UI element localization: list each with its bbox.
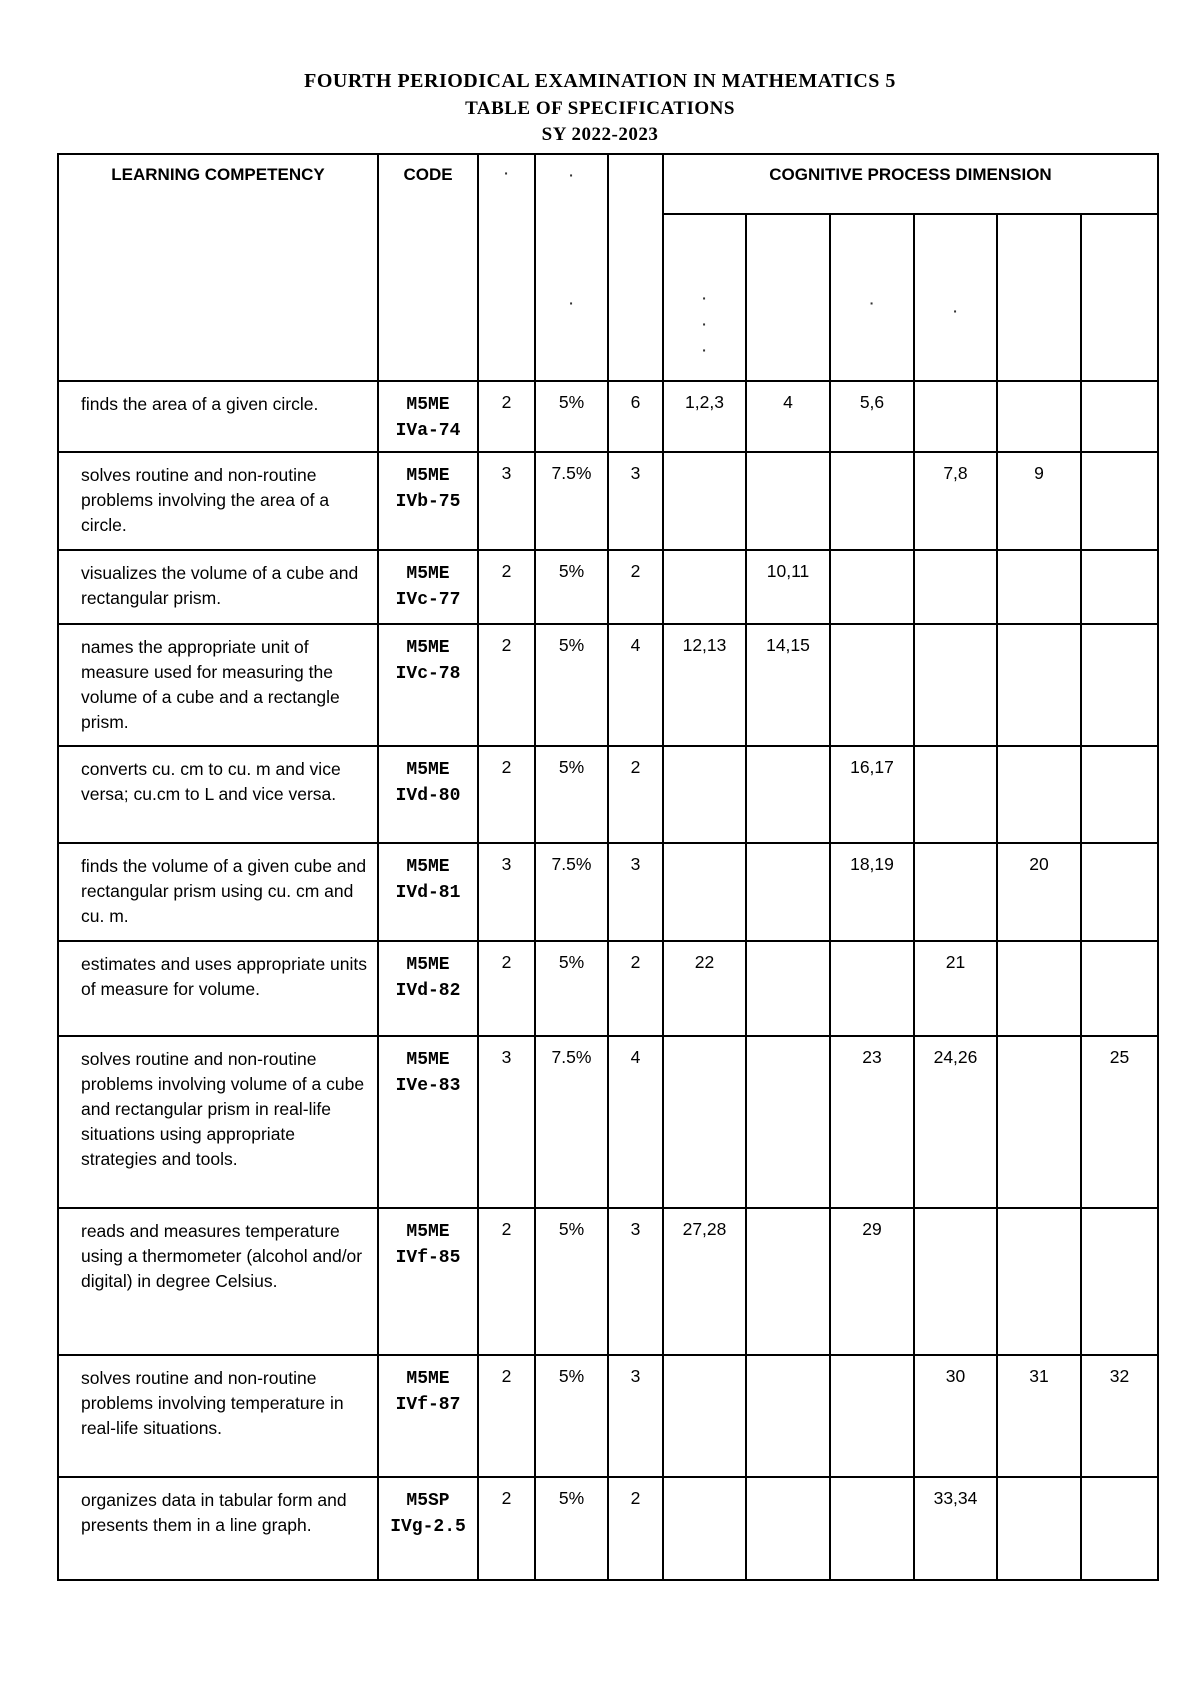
code-cell xyxy=(378,1355,478,1477)
table-row xyxy=(58,1355,1158,1477)
analyzing-cell xyxy=(914,624,997,746)
code-cell xyxy=(378,452,478,550)
evaluating-cell xyxy=(997,1477,1081,1580)
evaluating-cell xyxy=(997,746,1081,843)
header-cognitive-process-dimension: COGNITIVE PROCESS DIMENSION xyxy=(663,154,1158,214)
code-line-1: M5ME xyxy=(406,1222,450,1242)
code-cell xyxy=(378,941,478,1036)
remembering-cell xyxy=(663,1477,746,1580)
creating-cell xyxy=(1081,941,1158,1036)
header-code: CODE xyxy=(378,154,478,381)
code-cell xyxy=(378,1036,478,1208)
percentage-cell: 5% xyxy=(535,1477,608,1580)
code-line-1: M5ME xyxy=(406,638,450,658)
creating-cell xyxy=(1081,1208,1158,1355)
analyzing-cell xyxy=(914,550,997,624)
code-line-2: IVc-77 xyxy=(395,590,461,610)
creating-cell: 32 xyxy=(1081,1355,1158,1477)
applying-cell: 5,6 xyxy=(830,381,914,452)
applying-cell xyxy=(830,550,914,624)
table-row xyxy=(58,843,1158,941)
analyzing-cell: 7,8 xyxy=(914,452,997,550)
learning-competency-cell: finds the area of a given circle. xyxy=(58,381,378,452)
items-cell: 3 xyxy=(608,1208,663,1355)
code-line-2: IVd-81 xyxy=(395,883,461,903)
evaluating-cell: 31 xyxy=(997,1355,1081,1477)
table-row xyxy=(58,1477,1158,1580)
items-cell: 4 xyxy=(608,624,663,746)
percentage-cell: 7.5% xyxy=(535,452,608,550)
percentage-cell: 5% xyxy=(535,746,608,843)
code-line-1: M5ME xyxy=(406,1050,450,1070)
learning-competency-cell: names the appropriate unit of measure used for measuring the volume of a cube and a rectangle prism. xyxy=(58,624,378,746)
applying-cell xyxy=(830,1477,914,1580)
understanding-cell xyxy=(746,1355,830,1477)
header-applying: · xyxy=(830,214,914,381)
code-line-2: IVe-83 xyxy=(395,1076,461,1096)
applying-cell xyxy=(830,624,914,746)
days-cell: 2 xyxy=(478,746,535,843)
code-cell xyxy=(378,381,478,452)
items-cell: 6 xyxy=(608,381,663,452)
remembering-cell xyxy=(663,452,746,550)
code-line-2: IVd-82 xyxy=(395,981,461,1001)
creating-cell xyxy=(1081,550,1158,624)
specifications-table xyxy=(57,153,1159,1581)
learning-competency-cell: estimates and uses appropriate units of measure for volume. xyxy=(58,941,378,1036)
header-items xyxy=(608,154,663,381)
header-understanding xyxy=(746,214,830,381)
applying-cell xyxy=(830,941,914,1036)
understanding-cell xyxy=(746,746,830,843)
table-subtitle: TABLE OF SPECIFICATIONS xyxy=(465,98,735,119)
days-cell: 2 xyxy=(478,1208,535,1355)
remembering-cell: 1,2,3 xyxy=(663,381,746,452)
code-line-1: M5ME xyxy=(406,466,450,486)
remembering-cell xyxy=(663,843,746,941)
applying-cell: 16,17 xyxy=(830,746,914,843)
items-cell: 2 xyxy=(608,1477,663,1580)
table-row xyxy=(58,746,1158,843)
learning-competency-cell: solves routine and non-routine problems involving temperature in real-life situations. xyxy=(58,1355,378,1477)
understanding-cell: 10,11 xyxy=(746,550,830,624)
creating-cell xyxy=(1081,381,1158,452)
code-line-2: IVa-74 xyxy=(395,421,461,441)
remembering-cell xyxy=(663,1355,746,1477)
analyzing-cell: 33,34 xyxy=(914,1477,997,1580)
items-cell: 2 xyxy=(608,746,663,843)
creating-cell xyxy=(1081,1477,1158,1580)
analyzing-cell xyxy=(914,843,997,941)
header-creating xyxy=(1081,214,1158,381)
percentage-cell: 7.5% xyxy=(535,1036,608,1208)
days-cell: 2 xyxy=(478,381,535,452)
days-cell: 2 xyxy=(478,550,535,624)
creating-cell xyxy=(1081,624,1158,746)
percentage-cell: 5% xyxy=(535,550,608,624)
creating-cell xyxy=(1081,843,1158,941)
header-evaluating xyxy=(997,214,1081,381)
learning-competency-cell: organizes data in tabular form and presents them in a line graph. xyxy=(58,1477,378,1580)
evaluating-cell xyxy=(997,941,1081,1036)
analyzing-cell: 21 xyxy=(914,941,997,1036)
items-cell: 3 xyxy=(608,1355,663,1477)
analyzing-cell: 24,26 xyxy=(914,1036,997,1208)
learning-competency-cell: solves routine and non-routine problems involving the area of a circle. xyxy=(58,452,378,550)
code-cell xyxy=(378,1477,478,1580)
code-cell xyxy=(378,550,478,624)
remembering-cell xyxy=(663,550,746,624)
understanding-cell xyxy=(746,1036,830,1208)
analyzing-cell xyxy=(914,1208,997,1355)
evaluating-cell: 20 xyxy=(997,843,1081,941)
days-cell: 3 xyxy=(478,843,535,941)
days-cell: 2 xyxy=(478,1355,535,1477)
learning-competency-cell: reads and measures temperature using a thermometer (alcohol and/or digital) in degree Celsius. xyxy=(58,1208,378,1355)
learning-competency-cell: visualizes the volume of a cube and rectangular prism. xyxy=(58,550,378,624)
days-cell: 3 xyxy=(478,452,535,550)
header-days: · xyxy=(478,154,535,381)
learning-competency-cell: finds the volume of a given cube and rectangular prism using cu. cm and cu. m. xyxy=(58,843,378,941)
items-cell: 3 xyxy=(608,843,663,941)
table-row xyxy=(58,1208,1158,1355)
analyzing-cell: 30 xyxy=(914,1355,997,1477)
table-row xyxy=(58,550,1158,624)
code-line-1: M5SP xyxy=(406,1491,450,1511)
creating-cell: 25 xyxy=(1081,1036,1158,1208)
code-line-2: IVb-75 xyxy=(395,492,461,512)
code-cell xyxy=(378,843,478,941)
items-cell: 4 xyxy=(608,1036,663,1208)
days-cell: 2 xyxy=(478,624,535,746)
evaluating-cell: 9 xyxy=(997,452,1081,550)
code-cell xyxy=(378,1208,478,1355)
evaluating-cell xyxy=(997,624,1081,746)
code-line-2: IVf-85 xyxy=(395,1248,461,1268)
percentage-cell: 7.5% xyxy=(535,843,608,941)
percentage-cell: 5% xyxy=(535,941,608,1036)
table-row xyxy=(58,1036,1158,1208)
table-row xyxy=(58,452,1158,550)
analyzing-cell xyxy=(914,381,997,452)
learning-competency-cell: converts cu. cm to cu. m and vice versa; cu.cm to L and vice versa. xyxy=(58,746,378,843)
remembering-cell xyxy=(663,1036,746,1208)
remembering-cell xyxy=(663,746,746,843)
understanding-cell: 4 xyxy=(746,381,830,452)
percentage-cell: 5% xyxy=(535,1355,608,1477)
table-row xyxy=(58,381,1158,452)
code-cell xyxy=(378,746,478,843)
evaluating-cell xyxy=(997,381,1081,452)
understanding-cell xyxy=(746,452,830,550)
learning-competency-cell: solves routine and non-routine problems involving volume of a cube and rectangular prism in real-life situations using appropriate strategies and tools. xyxy=(58,1036,378,1208)
analyzing-cell xyxy=(914,746,997,843)
remembering-cell: 22 xyxy=(663,941,746,1036)
evaluating-cell xyxy=(997,1208,1081,1355)
code-line-2: IVc-78 xyxy=(395,664,461,684)
school-year: SY 2022-2023 xyxy=(541,124,659,145)
applying-cell: 29 xyxy=(830,1208,914,1355)
understanding-cell xyxy=(746,1208,830,1355)
code-line-1: M5ME xyxy=(406,760,450,780)
days-cell: 2 xyxy=(478,941,535,1036)
code-line-2: IVg-2.5 xyxy=(390,1517,466,1537)
understanding-cell: 14,15 xyxy=(746,624,830,746)
code-line-1: M5ME xyxy=(406,564,450,584)
evaluating-cell xyxy=(997,1036,1081,1208)
percentage-cell: 5% xyxy=(535,381,608,452)
creating-cell xyxy=(1081,746,1158,843)
remembering-cell: 12,13 xyxy=(663,624,746,746)
header-analyzing: · xyxy=(914,214,997,381)
applying-cell: 23 xyxy=(830,1036,914,1208)
code-line-2: IVf-87 xyxy=(395,1395,461,1415)
understanding-cell xyxy=(746,941,830,1036)
applying-cell: 18,19 xyxy=(830,843,914,941)
items-cell: 2 xyxy=(608,941,663,1036)
applying-cell xyxy=(830,1355,914,1477)
percentage-cell: 5% xyxy=(535,1208,608,1355)
understanding-cell xyxy=(746,1477,830,1580)
table-row xyxy=(58,941,1158,1036)
code-line-1: M5ME xyxy=(406,857,450,877)
applying-cell xyxy=(830,452,914,550)
header-remembering: · · · xyxy=(663,214,746,381)
exam-title: FOURTH PERIODICAL EXAMINATION IN MATHEMATICS 5 xyxy=(304,70,896,92)
table-row xyxy=(58,624,1158,746)
days-cell: 3 xyxy=(478,1036,535,1208)
percentage-cell: 5% xyxy=(535,624,608,746)
code-cell xyxy=(378,624,478,746)
remembering-cell: 27,28 xyxy=(663,1208,746,1355)
code-line-1: M5ME xyxy=(406,395,450,415)
items-cell: 3 xyxy=(608,452,663,550)
header-learning-competency: LEARNING COMPETENCY xyxy=(58,154,378,381)
header-percentage: · · xyxy=(535,154,608,381)
evaluating-cell xyxy=(997,550,1081,624)
understanding-cell xyxy=(746,843,830,941)
creating-cell xyxy=(1081,452,1158,550)
days-cell: 2 xyxy=(478,1477,535,1580)
items-cell: 2 xyxy=(608,550,663,624)
code-line-2: IVd-80 xyxy=(395,786,461,806)
code-line-1: M5ME xyxy=(406,1369,450,1389)
code-line-1: M5ME xyxy=(406,955,450,975)
